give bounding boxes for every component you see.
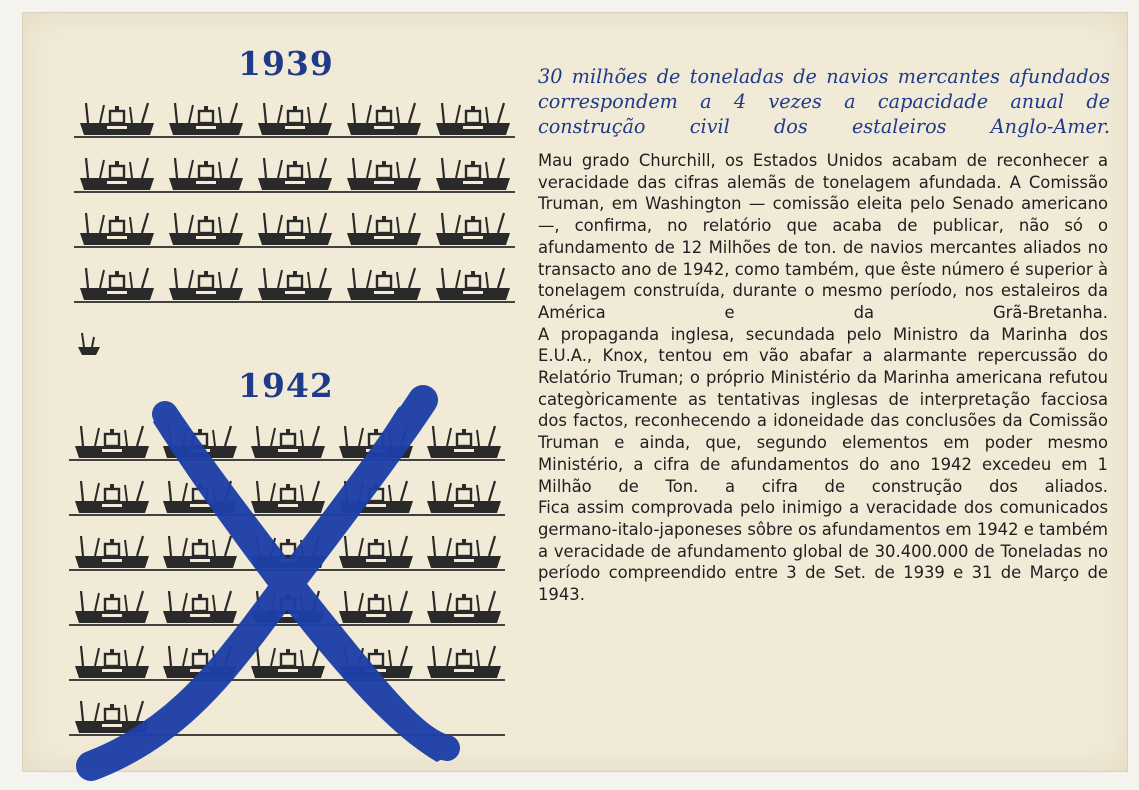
ship-icon [347, 268, 421, 300]
ship-icon [258, 103, 332, 135]
ship-icon [75, 646, 149, 678]
ship-icon [427, 646, 501, 678]
fleet-1942-illustration [65, 418, 535, 768]
ship-icon [436, 158, 510, 190]
ship-icon [427, 536, 501, 568]
ship-icon [427, 591, 501, 623]
ship-icon [169, 158, 243, 190]
year-1939-heading: 1939 [238, 44, 334, 83]
headline: 30 milhões de toneladas de navios mercantes afundados correspondem a 4 vezes a capacidade anual de construção civil dos estaleiros Anglo-Amer. [538, 65, 1110, 138]
ship-icon [427, 426, 501, 458]
fleet-1939-illustration [70, 95, 530, 365]
paragraph-2: A propaganda inglesa, secundada pelo Ministro da Marinha dos E.U.A., Knox, tentou em vão abafar a alarmante repercussão do Relatório Truman; o próprio Ministério da Marinha americana refutou categòricamente as tentativas inglesas de interpretação facciosa dos factos, reconhecendo a idoneidade das conclusões da Comissão Truman e ainda, que, segundo elementos em poder mesmo Ministério, a cifra de afundamentos do ano 1942 excedeu em 1 Milhão de Ton. a cifra de construção dos aliados. [538, 324, 1108, 496]
ship-icon [436, 213, 510, 245]
ship-icon [258, 158, 332, 190]
ship-icon [80, 213, 154, 245]
ship-icon [251, 481, 325, 513]
paragraph-3: Fica assim comprovada pelo inimigo a veracidade dos comunicados germano-italo-japoneses sôbre os afundamentos em 1942 e também a veracidade de afundamento global de 30.400.000 de Toneladas no período compreendido entre 3 de Set. de 1939 e 31 de Março de 1943. [538, 498, 1108, 605]
ship-icon [427, 481, 501, 513]
ship-icon [436, 103, 510, 135]
ship-icon [347, 103, 421, 135]
ship-icon [258, 268, 332, 300]
ship-icon [339, 591, 413, 623]
year-1942-heading: 1942 [238, 366, 334, 405]
ship-icon [347, 213, 421, 245]
article-body [538, 150, 1108, 606]
ship-icon [169, 103, 243, 135]
ship-icon [80, 268, 154, 300]
ship-icon [339, 536, 413, 568]
ship-icon [75, 591, 149, 623]
ship-icon [258, 213, 332, 245]
ship-icon [163, 536, 237, 568]
ship-icon [347, 158, 421, 190]
ship-icon [163, 591, 237, 623]
ship-icon [75, 481, 149, 513]
ship-icon [251, 426, 325, 458]
partial-ship-icon [78, 333, 100, 355]
ship-icon [75, 426, 149, 458]
ship-icon [80, 103, 154, 135]
ship-icon [251, 646, 325, 678]
ship-icon [80, 158, 154, 190]
ship-icon [75, 536, 149, 568]
ship-icon [169, 213, 243, 245]
ship-icon [436, 268, 510, 300]
ship-icon [169, 268, 243, 300]
paragraph-1: Mau grado Churchill, os Estados Unidos acabam de reconhecer a veracidade das cifras alemãs de tonelagem afundada. A Comissão Truman, em Washington — comissão eleita pelo Senado americano —, confirma, no relatório que acaba de publicar, não só o afundamento de 12 Milhões de ton. de navios mercantes aliados no transacto ano de 1942, como também, que êste número é superior à tonelagem construída, durante o mesmo período, nos estaleiros da América e da Grã-Bretanha. [538, 151, 1108, 322]
